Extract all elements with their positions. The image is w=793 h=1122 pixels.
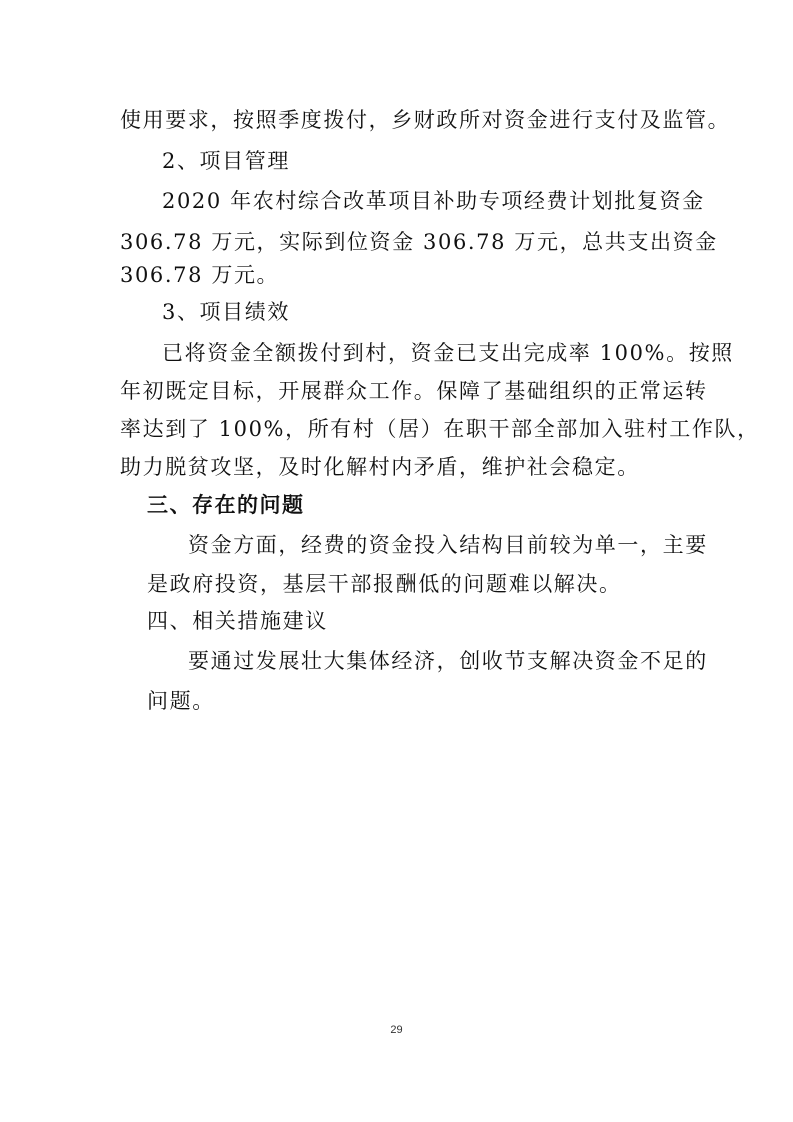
paragraph-line: 要通过发展壮大集体经济，创收节支解决资金不足的 <box>188 649 708 673</box>
paragraph-line: 306.78 万元，实际到位资金 306.78 万元，总共支出资金 <box>120 230 718 254</box>
paragraph-line: 已将资金全额拨付到村，资金已支出完成率 100%。按照 <box>162 341 734 365</box>
section-heading-measures: 四、相关措施建议 <box>147 609 328 633</box>
paragraph-line: 使用要求，按照季度拨付，乡财政所对资金进行支付及监管。 <box>120 108 731 132</box>
paragraph-line: 助力脱贫攻坚，及时化解村内矛盾，维护社会稳定。 <box>120 455 640 479</box>
paragraph-line: 资金方面，经费的资金投入结构目前较为单一，主要 <box>188 533 708 557</box>
paragraph-line: 率达到了 100%，所有村（居）在职干部全部加入驻村工作队， <box>120 417 760 441</box>
paragraph-line: 问题。 <box>147 689 215 713</box>
section-heading-existing-problems: 三、存在的问题 <box>147 493 305 517</box>
paragraph-line: 年初既定目标，开展群众工作。保障了基础组织的正常运转 <box>120 379 708 403</box>
paragraph-line: 是政府投资，基层干部报酬低的问题难以解决。 <box>147 572 622 596</box>
section-heading-project-performance: 3、项目绩效 <box>162 300 290 324</box>
paragraph-line: 2020 年农村综合改革项目补助专项经费计划批复资金 <box>162 189 705 213</box>
page-number: 29 <box>390 1024 403 1036</box>
section-heading-project-management: 2、项目管理 <box>162 149 290 173</box>
paragraph-line: 306.78 万元。 <box>120 263 280 287</box>
